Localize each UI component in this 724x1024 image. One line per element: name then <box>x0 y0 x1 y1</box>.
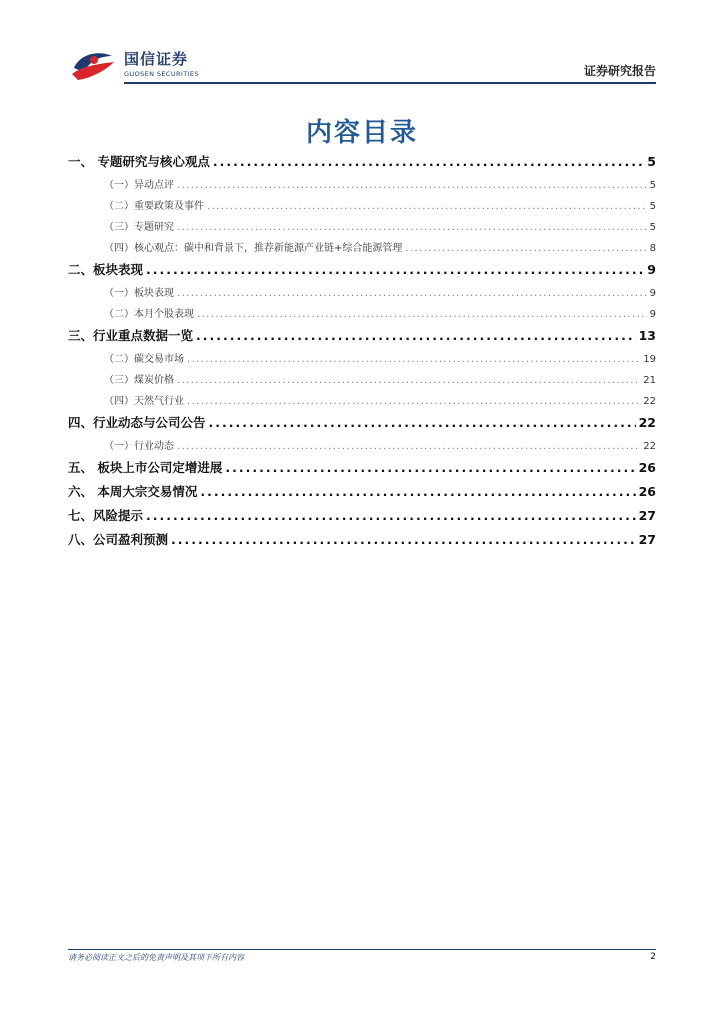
toc-entry-page: 5 <box>649 201 656 212</box>
toc-subsection-link[interactable] <box>68 197 656 218</box>
footer-disclaimer: 请务必阅读正文之后的免责声明及其项下所有内容 <box>68 953 244 962</box>
toc-subsection-link[interactable] <box>68 239 656 260</box>
toc-entry-page: 22 <box>643 396 656 407</box>
toc-entry-title: 七、风险提示 <box>68 508 144 523</box>
toc-leader-dots <box>200 484 635 499</box>
toc-leader-dots <box>187 354 640 365</box>
toc-subsection-link[interactable] <box>68 371 656 392</box>
toc-entry-page: 13 <box>638 328 656 343</box>
toc-section-link[interactable] <box>68 530 656 554</box>
brand-name-en: GUOSEN SECURITIES <box>124 70 199 78</box>
toc-section-link[interactable] <box>68 506 656 530</box>
toc-entry-title: （三）专题研究 <box>104 222 174 233</box>
toc-entry-page: 22 <box>638 415 656 430</box>
toc-subsection-link[interactable] <box>68 350 656 371</box>
toc-entry-title: （三）煤炭价格 <box>104 375 174 386</box>
toc-subsection-link[interactable] <box>68 218 656 239</box>
toc-entry-page: 5 <box>647 154 656 169</box>
toc-entry-title: （四）天然气行业 <box>104 396 184 407</box>
toc-leader-dots <box>177 180 647 191</box>
toc-entry-page: 9 <box>649 288 656 299</box>
toc-entry-title: 五、 板块上市公司定增进展 <box>68 460 223 475</box>
toc-leader-dots <box>209 415 636 430</box>
guosen-logo-icon <box>68 48 118 82</box>
toc-entry-title: 三、行业重点数据一览 <box>68 328 194 343</box>
toc-entry-page: 26 <box>638 460 656 475</box>
header-divider <box>124 82 656 84</box>
toc-entry-page: 9 <box>647 262 656 277</box>
toc-leader-dots <box>177 441 640 452</box>
toc-entry-page: 22 <box>643 441 656 452</box>
toc-section-link[interactable] <box>68 413 656 437</box>
toc-leader-dots <box>146 262 644 277</box>
toc-entry-page: 19 <box>643 354 656 365</box>
toc-section-link[interactable] <box>68 260 656 284</box>
toc-section-link[interactable] <box>68 458 656 482</box>
toc-section-link[interactable] <box>68 152 656 176</box>
toc-entry-title: （二）本月个股表现 <box>104 309 194 320</box>
toc-subsection-link[interactable] <box>68 305 656 326</box>
toc-entry-title: （一）行业动态 <box>104 441 174 452</box>
toc-entry-title: 二、板块表现 <box>68 262 144 277</box>
toc-leader-dots <box>213 154 644 169</box>
toc-entry-page: 27 <box>638 532 656 547</box>
toc-subsection-link[interactable] <box>68 437 656 458</box>
page-number: 2 <box>650 952 656 962</box>
toc-leader-dots <box>171 532 636 547</box>
footer-divider <box>68 949 656 950</box>
toc-leader-dots <box>405 243 646 254</box>
toc-entry-page: 5 <box>649 222 656 233</box>
toc-section-link[interactable] <box>68 482 656 506</box>
toc-leader-dots <box>177 288 647 299</box>
toc-subsection-link[interactable] <box>68 392 656 413</box>
toc-subsection-link[interactable] <box>68 176 656 197</box>
toc-entry-title: （四）核心观点：碳中和背景下，推荐新能源产业链+综合能源管理 <box>104 243 403 254</box>
toc-leader-dots <box>177 375 640 386</box>
toc-entry-page: 26 <box>638 484 656 499</box>
brand-name-cn: 国信证券 <box>124 50 189 68</box>
table-of-contents <box>68 152 656 554</box>
toc-section-link[interactable] <box>68 326 656 350</box>
toc-title: 内容目录 <box>305 118 418 148</box>
toc-leader-dots <box>146 508 636 523</box>
toc-entry-page: 21 <box>643 375 656 386</box>
toc-entry-title: 四、行业动态与公司公告 <box>68 415 206 430</box>
toc-leader-dots <box>177 222 647 233</box>
toc-leader-dots <box>207 201 647 212</box>
toc-leader-dots <box>197 309 647 320</box>
toc-subsection-link[interactable] <box>68 284 656 305</box>
toc-entry-title: 六、 本周大宗交易情况 <box>68 484 198 499</box>
toc-entry-title: （一）板块表现 <box>104 288 174 299</box>
toc-leader-dots <box>196 328 636 343</box>
toc-entry-page: 27 <box>638 508 656 523</box>
page-header <box>68 40 656 82</box>
toc-entry-title: （二）碳交易市场 <box>104 354 184 365</box>
toc-leader-dots <box>225 460 635 475</box>
toc-entry-page: 9 <box>649 309 656 320</box>
toc-entry-page: 5 <box>649 180 656 191</box>
toc-leader-dots <box>187 396 640 407</box>
toc-entry-title: （二）重要政策及事件 <box>104 201 204 212</box>
toc-entry-title: 八、公司盈利预测 <box>68 532 169 547</box>
report-type-label: 证券研究报告 <box>583 64 656 78</box>
toc-entry-title: 一、 专题研究与核心观点 <box>68 154 210 169</box>
toc-entry-page: 8 <box>649 243 656 254</box>
toc-entry-title: （一）异动点评 <box>104 180 174 191</box>
